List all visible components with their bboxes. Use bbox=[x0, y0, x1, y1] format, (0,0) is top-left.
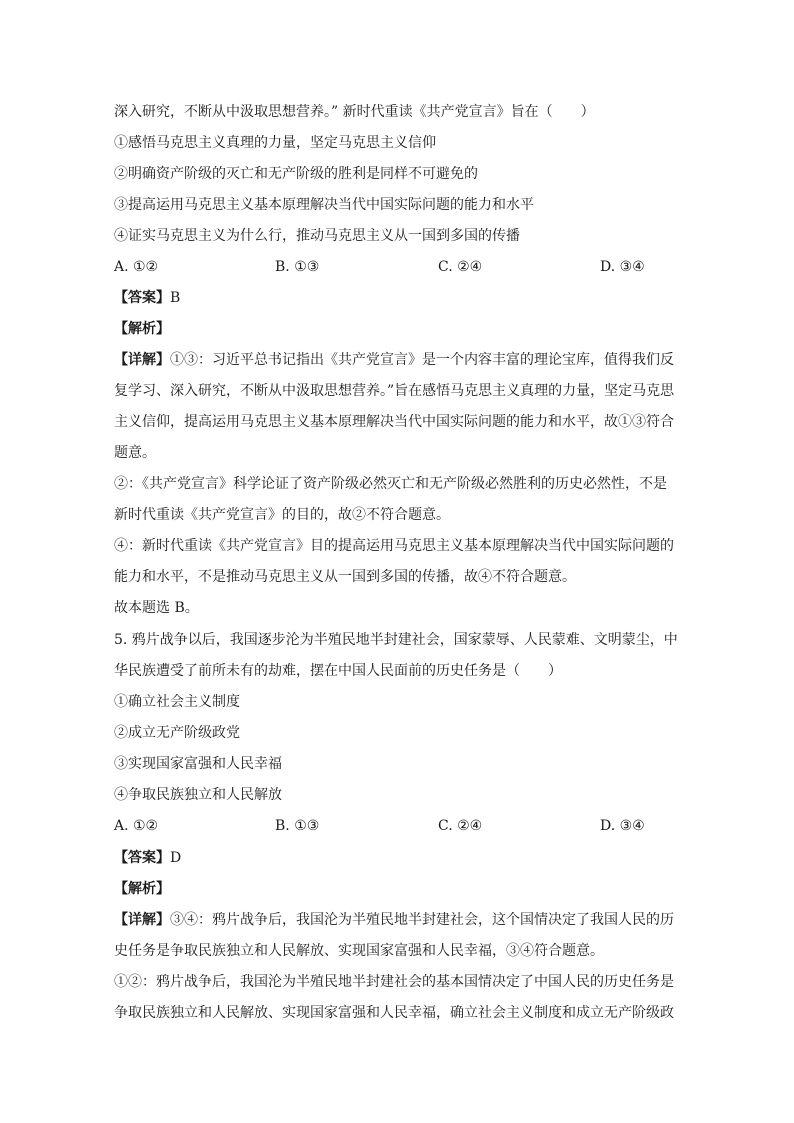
q5-option-d: D. ③④ bbox=[600, 818, 645, 834]
q5-detail-line-4: 争取民族独立和人民解放、实现国家富强和人民幸福，确立社会主义制度和成立无产阶级政 bbox=[114, 1005, 674, 1021]
q4-item-3: ③提高运用马克思主义基本原理解决当代中国实际问题的能力和水平 bbox=[114, 197, 534, 213]
q4-detail-line-3: 主义信仰，提高运用马克思主义基本原理解决当代中国实际问题的能力和水平，故①③符合 bbox=[114, 414, 674, 430]
q5-option-a: A. ①② bbox=[114, 818, 159, 834]
q5-item-2: ②成立无产阶级政党 bbox=[114, 725, 240, 741]
q4-option-b: B. ①③ bbox=[275, 259, 320, 275]
q4-answer-tag: 【答案】 bbox=[114, 290, 170, 306]
q5-detail-line-3: ①②：鸦片战争后，我国沦为半殖民地半封建社会的基本国情决定了中国人民的历史任务是 bbox=[114, 974, 674, 990]
q5-item-1: ①确立社会主义制度 bbox=[114, 694, 240, 710]
q4-options bbox=[114, 257, 684, 277]
q5-options bbox=[114, 816, 684, 836]
q5-stem-line-2: 华民族遭受了前所未有的劫难，摆在中国人民面前的历史任务是（ ） bbox=[114, 663, 562, 679]
q4-item-1: ①感悟马克思主义真理的力量，坚定马克思主义信仰 bbox=[114, 135, 436, 151]
q5-answer-tag: 【答案】 bbox=[114, 850, 170, 866]
q5-detail-line-2: 史任务是争取民族独立和人民解放、实现国家富强和人民幸福，③④符合题意。 bbox=[114, 943, 604, 959]
q4-detail-tag: 【详解】 bbox=[114, 352, 170, 368]
q4-answer-value: B bbox=[170, 290, 181, 306]
q5-stem-line-1: 5. 鸦片战争以后，我国逐步沦为半殖民地半封建社会，国家蒙辱、人民蒙难、文明蒙尘，中 bbox=[114, 632, 678, 648]
q4-stem-tail: 深入研究，不断从中汲取思想营养。” 新时代重读《共产党宣言》旨在（ ） bbox=[114, 104, 595, 120]
q4-analysis-tag: 【解析】 bbox=[114, 321, 170, 337]
q4-item-4: ④证实马克思主义为什么行，推动马克思主义从一国到多国的传播 bbox=[114, 228, 520, 244]
q4-answer bbox=[114, 288, 684, 308]
q4-option-a: A. ①② bbox=[114, 259, 159, 275]
q5-detail-tag: 【详解】 bbox=[114, 912, 170, 928]
q4-option-c: C. ②④ bbox=[438, 259, 483, 275]
q4-option-d: D. ③④ bbox=[600, 259, 645, 275]
q4-detail-line-8: 能力和水平，不是推动马克思主义从一国到多国的传播，故④不符合题意。 bbox=[114, 569, 576, 585]
q4-detail-line-6: 新时代重读《共产党宣言》的目的，故②不符合题意。 bbox=[114, 507, 450, 523]
q4-detail-line-2: 复学习、深入研究，不断从中汲取思想营养。”旨在感悟马克思主义真理的力量，坚定马克思 bbox=[114, 383, 675, 399]
q4-detail-text-1: ①③：习近平总书记指出《共产党宣言》是一个内容丰富的理论宝库，值得我们反 bbox=[170, 352, 674, 368]
q4-detail-line-7: ④：新时代重读《共产党宣言》目的提高运用马克思主义基本原理解决当代中国实际问题的 bbox=[114, 538, 674, 554]
q4-detail-line-4: 题意。 bbox=[114, 445, 156, 461]
q4-detail-line-1 bbox=[114, 350, 684, 370]
q5-item-3: ③实现国家富强和人民幸福 bbox=[114, 756, 282, 772]
q5-answer-value: D bbox=[170, 850, 182, 866]
q4-detail-line-5: ②：《共产党宣言》科学论证了资产阶级必然灭亡和无产阶级必然胜利的历史必然性，不是 bbox=[114, 476, 667, 492]
q4-item-2: ②明确资产阶级的灭亡和无产阶级的胜利是同样不可避免的 bbox=[114, 166, 478, 182]
q5-option-b: B. ①③ bbox=[275, 818, 320, 834]
q5-option-c: C. ②④ bbox=[438, 818, 483, 834]
q5-detail-line-1 bbox=[114, 910, 684, 930]
q5-analysis-tag: 【解析】 bbox=[114, 881, 170, 897]
q5-detail-text-1: ③④：鸦片战争后，我国沦为半殖民地半封建社会，这个国情决定了我国人民的历 bbox=[170, 912, 674, 928]
q5-item-4: ④争取民族独立和人民解放 bbox=[114, 787, 282, 803]
q5-answer bbox=[114, 848, 684, 868]
q4-conclusion: 故本题选 B。 bbox=[114, 600, 199, 616]
